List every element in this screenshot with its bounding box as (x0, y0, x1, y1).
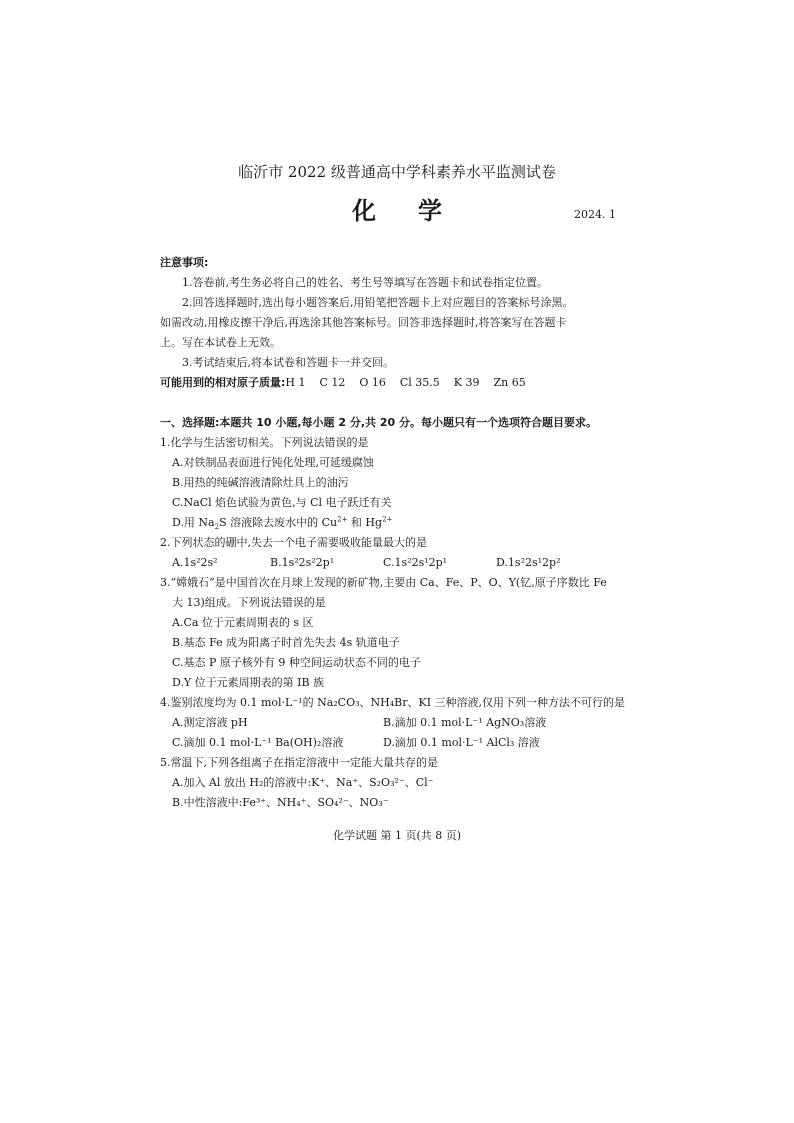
q3-option-b: B.基态 Fe 成为阳离子时首先失去 4s 轨道电子 (172, 636, 400, 649)
q3-stem: 3.“嫦娥石”是中国首次在月球上发现的新矿物,主要由 Ca、Fe、P、O、Y(钇,原子序数比 Fe (160, 576, 607, 589)
q4-option-a: A.测定溶液 pH (172, 716, 248, 729)
page-footer: 化学试题 第 1 页(共 8 页) (332, 829, 462, 842)
q3-option-c: C.基态 P 原子核外有 9 种空间运动状态不同的电子 (172, 656, 421, 669)
exam-date: 2024. 1 (574, 208, 616, 221)
q2-stem: 2.下列状态的硼中,失去一个电子需要吸收能量最大的是 (160, 536, 427, 549)
notice-item-2-end: 上。写在本试卷上无效。 (160, 336, 281, 349)
q1-option-b: B.用热的纯碱溶液清除灶具上的油污 (172, 476, 349, 489)
q1-option-c: C.NaCl 焰色试验为黄色,与 Cl 电子跃迁有关 (172, 496, 392, 509)
q4-option-c: C.滴加 0.1 mol·L⁻¹ Ba(OH)₂溶液 (172, 736, 344, 749)
section-heading: 一、选择题:本题共 10 小题,每小题 2 分,共 20 分。每小题只有一个选项符合题目要求。 (160, 416, 598, 429)
q4-option-b: B.滴加 0.1 mol·L⁻¹ AgNO₃溶液 (383, 716, 547, 729)
q1-option-a: A.对铁制品表面进行钝化处理,可延缓腐蚀 (172, 456, 374, 469)
q3-option-a: A.Ca 位于元素周期表的 s 区 (172, 616, 314, 629)
atomic-masses-label: 可能用到的相对原子质量: (160, 376, 286, 389)
atomic-masses-values: H 1 C 12 O 16 Cl 35.5 K 39 Zn 65 (285, 376, 526, 389)
exam-title: 临沂市 2022 级普通高中学科素养水平监测试卷 (238, 163, 556, 181)
q3-stem-cont: 大 13)组成。下列说法错误的是 (172, 596, 326, 609)
q2-option-d: D.1s²2s¹2p² (496, 556, 561, 569)
notice-item-2: 2.回答选择题时,选出每小题答案后,用铅笔把答题卡上对应题目的答案标号涂黑。 (182, 296, 574, 309)
q1-stem: 1.化学与生活密切相关。下列说法错误的是 (160, 436, 369, 449)
q1-option-d: D.用 $Na_2S$ 溶液除去废水中的 $Cu^{2+}$ 和 $Hg^{2+}$ (172, 515, 393, 532)
notice-item-3: 3.考试结束后,将本试卷和答题卡一并交回。 (182, 356, 394, 369)
notice-item-1: 1.答卷前,考生务必将自己的姓名、考生号等填写在答题卡和试卷指定位置。 (182, 276, 548, 289)
q4-option-d: D.滴加 0.1 mol·L⁻¹ AlCl₃ 溶液 (383, 736, 540, 749)
notice-heading: 注意事项: (160, 256, 209, 269)
q5-stem: 5.常温下,下列各组离子在指定溶液中一定能大量共存的是 (160, 756, 438, 769)
atomic-masses (160, 376, 526, 390)
q5-option-a: A.加入 Al 放出 H₂的溶液中:K⁺、Na⁺、S₂O₃²⁻、Cl⁻ (172, 776, 434, 789)
q2-option-c: C.1s²2s¹2p¹ (383, 556, 448, 569)
q2-option-a: A.1s²2s² (172, 556, 218, 569)
q3-option-d: D.Y 位于元素周期表的第 IB 族 (172, 676, 325, 689)
subject-title: 化学 (352, 196, 484, 225)
q2-option-b: B.1s²2s²2p¹ (270, 556, 335, 569)
q4-stem: 4.鉴别浓度均为 0.1 mol·L⁻¹的 Na₂CO₃、NH₄Br、KI 三种溶液,仅用下列一种方法不可行的是 (160, 696, 626, 709)
notice-item-2-cont: 如需改动,用橡皮擦干净后,再选涂其他答案标号。回答非选择题时,将答案写在答题卡 (160, 316, 567, 329)
q5-option-b: B.中性溶液中:Fe³⁺、NH₄⁺、SO₄²⁻、NO₃⁻ (172, 796, 389, 809)
